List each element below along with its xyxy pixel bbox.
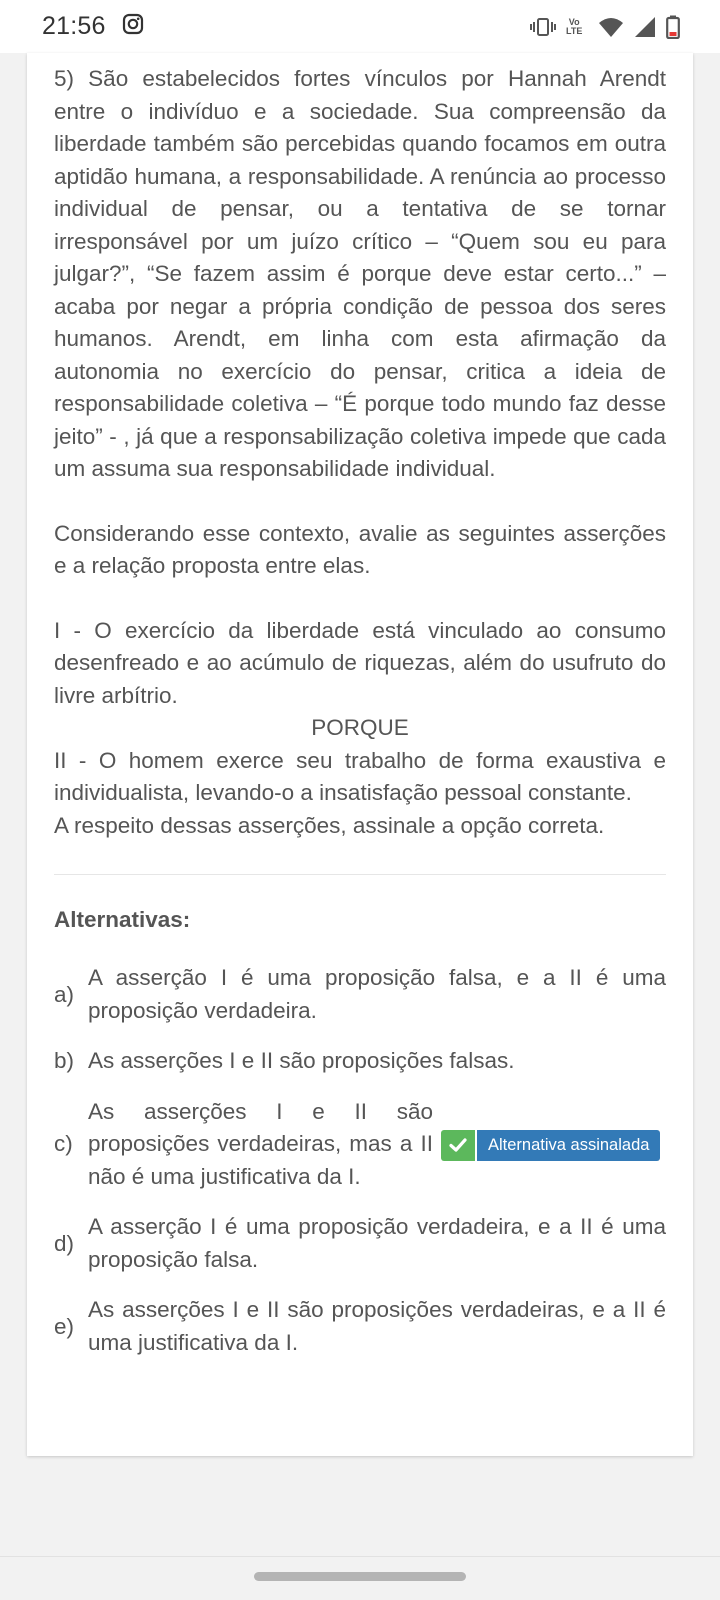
alternative-text: As asserções I e II são proposições falsas. [88, 1048, 515, 1073]
alternatives-title: Alternativas: [54, 907, 191, 932]
battery-icon [666, 15, 680, 39]
status-right [530, 15, 680, 39]
alternative-a[interactable] [54, 962, 666, 1027]
alternative-text: As asserções I e II são proposições verdadeiras, e a II é uma justificativa da I. [88, 1297, 666, 1355]
volte-icon [566, 18, 588, 36]
question-instruction: A respeito dessas asserções, assinale a opção correta. [54, 812, 605, 838]
question-card [27, 53, 693, 1456]
selected-badge [441, 1130, 660, 1161]
nav-divider [0, 1556, 720, 1557]
alternative-b[interactable] [54, 1045, 666, 1078]
volte-label-bottom: LTE [566, 25, 583, 36]
home-indicator[interactable] [254, 1572, 466, 1581]
question-body [54, 63, 666, 842]
alternative-text: As asserções I e II são proposições verdadeiras, mas a II não é uma justificativa da I. [88, 1098, 433, 1189]
status-time: 21:56 [42, 12, 106, 40]
check-icon [441, 1130, 475, 1161]
alternative-letter: a) [54, 981, 75, 1007]
divider [54, 874, 666, 875]
alternative-c[interactable] [54, 1096, 666, 1194]
alternative-letter: d) [54, 1230, 75, 1256]
vibrate-icon [530, 16, 556, 38]
status-left [42, 12, 144, 41]
alternative-text: A asserção I é uma proposição verdadeira, e a II é uma proposição falsa. [88, 1214, 666, 1272]
alternative-text: A asserção I é uma proposição falsa, e a II é uma proposição verdadeira. [88, 965, 666, 1023]
question-paragraph: 5) São estabelecidos fortes vínculos por Hannah Arendt entre o indivíduo e a sociedade. Sua compreensão da liberdade também são percebidas quando focamos em outra aptidão humana, a responsabilidade. A renúncia ao processo individual de pensar, ou a tentativa de se tornar irresponsável por um juízo crítico – “Quem sou eu para julgar?”, “Se fazem assim é porque deve estar certo...” – acaba por negar a própria condição de pessoa dos seres humanos. Arendt, em linha com esta afirmação da autonomia no exercício do pensar, critica a ideia de responsabilidade coletiva – “É porque todo mundo faz desse jeito” - , já que a responsabilização coletiva impede que cada um assuma sua responsabilidade individual. [54, 66, 666, 481]
alternative-e[interactable] [54, 1294, 666, 1359]
assertion-2: II - O homem exerce seu trabalho de forma exaustiva e individualista, levando-o a insatisfação pessoal constante. [54, 747, 666, 805]
alternative-letter: c) [54, 1131, 73, 1157]
alternative-letter: b) [54, 1048, 75, 1074]
volte-label-top: Vo [568, 16, 580, 27]
status-bar [0, 0, 720, 53]
instagram-icon [122, 13, 144, 40]
wifi-icon [598, 16, 624, 38]
assertion-1: I - O exercício da liberdade está vinculado ao consumo desenfreado e ao acúmulo de riquezas, além do usufruto do livre arbítrio. [54, 617, 666, 708]
selected-badge-label: Alternativa assinalada [477, 1130, 660, 1161]
alternative-letter: e) [54, 1313, 75, 1339]
porque-label: PORQUE [311, 715, 409, 740]
question-context: Considerando esse contexto, avalie as seguintes asserções e a relação proposta entre elas. [54, 520, 666, 578]
signal-icon [634, 16, 656, 38]
alternative-d[interactable] [54, 1211, 666, 1276]
